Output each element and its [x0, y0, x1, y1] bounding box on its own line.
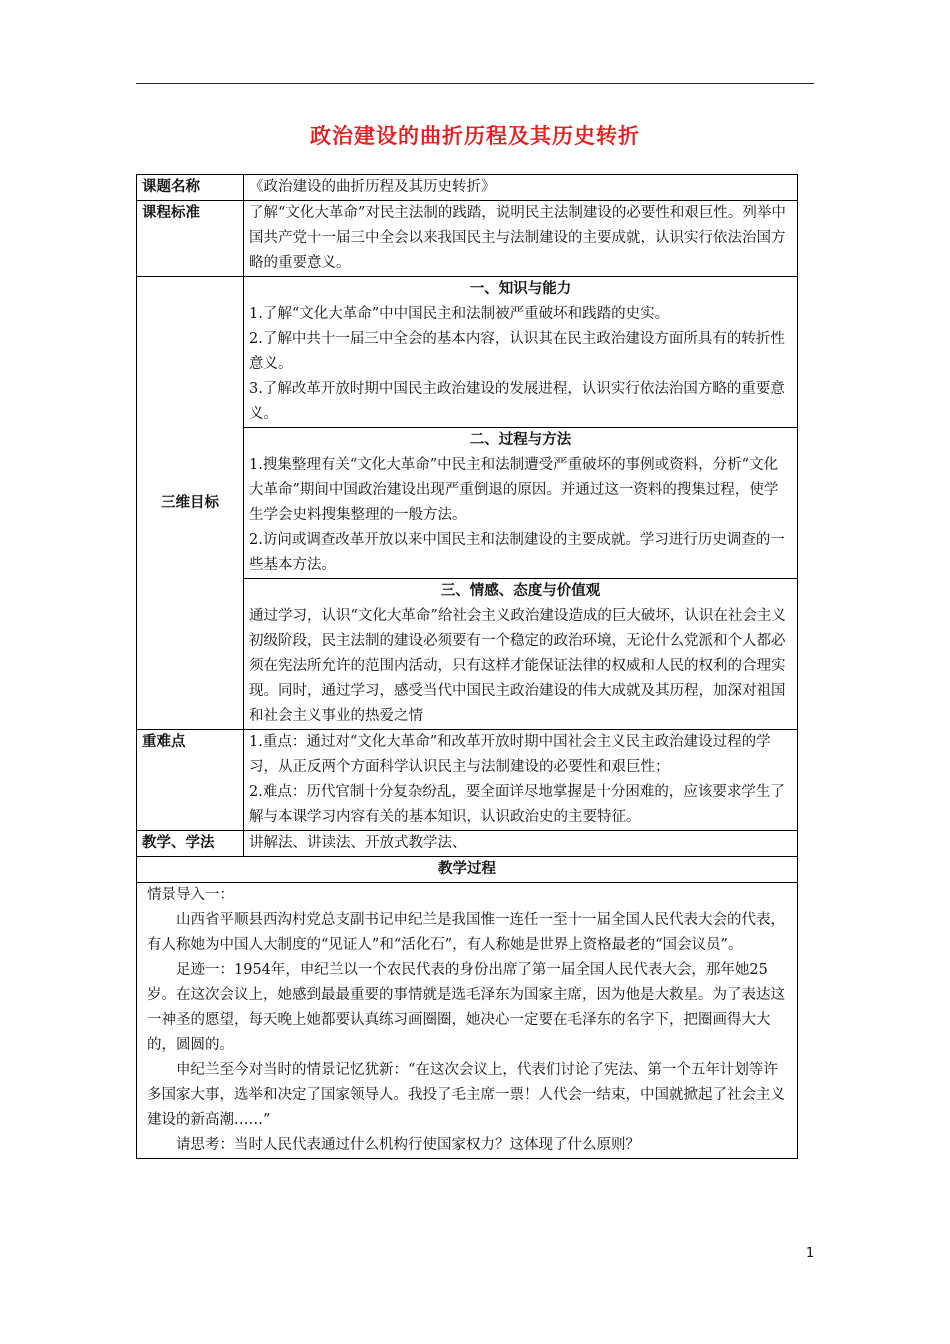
- topic-value: 《政治建设的曲折历程及其历史转折》: [244, 175, 798, 201]
- keypoint-item: 2.难点：历代官制十分复杂纷乱，要全面详尽地掌握是十分困难的，应该要求学生了解与本课学习内容有关的基本知识，认识政治史的主要特征。: [249, 784, 785, 825]
- process-body: [137, 883, 798, 1159]
- process-question: 请思考：当时人民代表通过什么机构行使国家权力？这体现了什么原则？: [176, 1137, 640, 1153]
- standard-value: 了解“文化大革命”对民主法制的践踏，说明民主法制建设的必要性和艰巨性。列举中国共产党十一届三中全会以来我国民主与法制建设的主要成就，认识实行依法治国方略的重要意义。: [244, 201, 798, 277]
- keypoint-cell: [244, 730, 798, 831]
- method-row: [137, 831, 798, 857]
- process-intro: 情景导入一：: [147, 887, 234, 903]
- goal1-item: 1.了解“文化大革命”中中国民主和法制被严重破坏和践踏的史实。: [249, 306, 670, 322]
- goal2-item: 1.搜集整理有关“文化大革命”中民主和法制遭受严重破坏的事例或资料，分析“文化大革命”期间中国政治建设出现严重倒退的原因。并通过这一资料的搜集过程，使学生学会史料搜集整理的一般方法。: [249, 457, 779, 523]
- page-number: 1: [806, 1246, 815, 1261]
- header-rule: [136, 83, 814, 84]
- goal2-title: 二、过程与方法: [469, 432, 572, 448]
- goals-label: 三维目标: [137, 277, 244, 730]
- method-value: 讲解法、讲读法、开放式教学法、: [244, 831, 798, 857]
- lesson-plan-table: [136, 174, 798, 1159]
- goal1-row: [137, 277, 798, 428]
- process-paragraph: 申纪兰至今对当时的情景记忆犹新：“在这次会议上，代表们讨论了宪法、第一个五年计划等许多国家大事，选举和决定了国家领导人。我投了毛主席一票！人代会一结束，中国就掀起了社会主义建设的新高潮……”: [147, 1062, 785, 1128]
- goal1-cell: [244, 277, 798, 428]
- topic-label: 课题名称: [137, 175, 244, 201]
- process-paragraph: 足迹一：1954年，申纪兰以一个农民代表的身份出席了第一届全国人民代表大会，那年她25岁。在这次会议上，她感到最最重要的事情就是选毛泽东为国家主席，因为他是大救星。为了表达这一神圣的愿望，每天晚上她都要认真练习画圈圈，她决心一定要在毛泽东的名字下，把圈画得大大的，圆圆的。: [147, 962, 785, 1053]
- keypoint-item: 1.重点：通过对“文化大革命”和改革开放时期中国社会主义民主政治建设过程的学习，从正反两个方面科学认识民主与法制建设的必要性和艰巨性；: [249, 734, 771, 775]
- standard-row: [137, 201, 798, 277]
- goal1-title: 一、知识与能力: [469, 281, 572, 297]
- process-paragraph: 山西省平顺县西沟村党总支副书记申纪兰是我国惟一连任一至十一届全国人民代表大会的代表，有人称她为中国人大制度的“见证人”和“活化石”，有人称她是世界上资格最老的“国会议员”。: [147, 912, 785, 953]
- goal2-item: 2.访问或调查改革开放以来中国民主和法制建设的主要成就。学习进行历史调查的一些基本方法。: [249, 532, 785, 573]
- keypoint-row: [137, 730, 798, 831]
- goal3-text: 通过学习，认识“文化大革命”给社会主义政治建设造成的巨大破坏，认识在社会主义初级阶段，民主法制的建设必须要有一个稳定的政治环境，无论什么党派和个人都必须在宪法所允许的范围内活动，只有这样才能保证法律的权威和人民的权利的合理实现。同时，通过学习，感受当代中国民主政治建设的伟大成就及其历程，加深对祖国和社会主义事业的热爱之情: [249, 608, 786, 724]
- goal1-item: 2.了解中共十一届三中全会的基本内容，认识其在民主政治建设方面所具有的转折性意义。: [249, 331, 785, 372]
- goal3-title: 三、情感、态度与价值观: [440, 583, 601, 599]
- goal1-item: 3.了解改革开放时期中国民主政治建设的发展进程，认识实行依法治国方略的重要意义。: [249, 381, 785, 422]
- goal3-cell: [244, 579, 798, 730]
- process-body-row: [137, 883, 798, 1159]
- method-label: 教学、学法: [137, 831, 244, 857]
- goal2-cell: [244, 428, 798, 579]
- process-title: 教学过程: [137, 857, 798, 883]
- document-title: 政治建设的曲折历程及其历史转折: [310, 124, 640, 148]
- topic-row: [137, 175, 798, 201]
- keypoint-label: 重难点: [137, 730, 244, 831]
- process-title-row: [137, 857, 798, 883]
- standard-label: 课程标准: [137, 201, 244, 277]
